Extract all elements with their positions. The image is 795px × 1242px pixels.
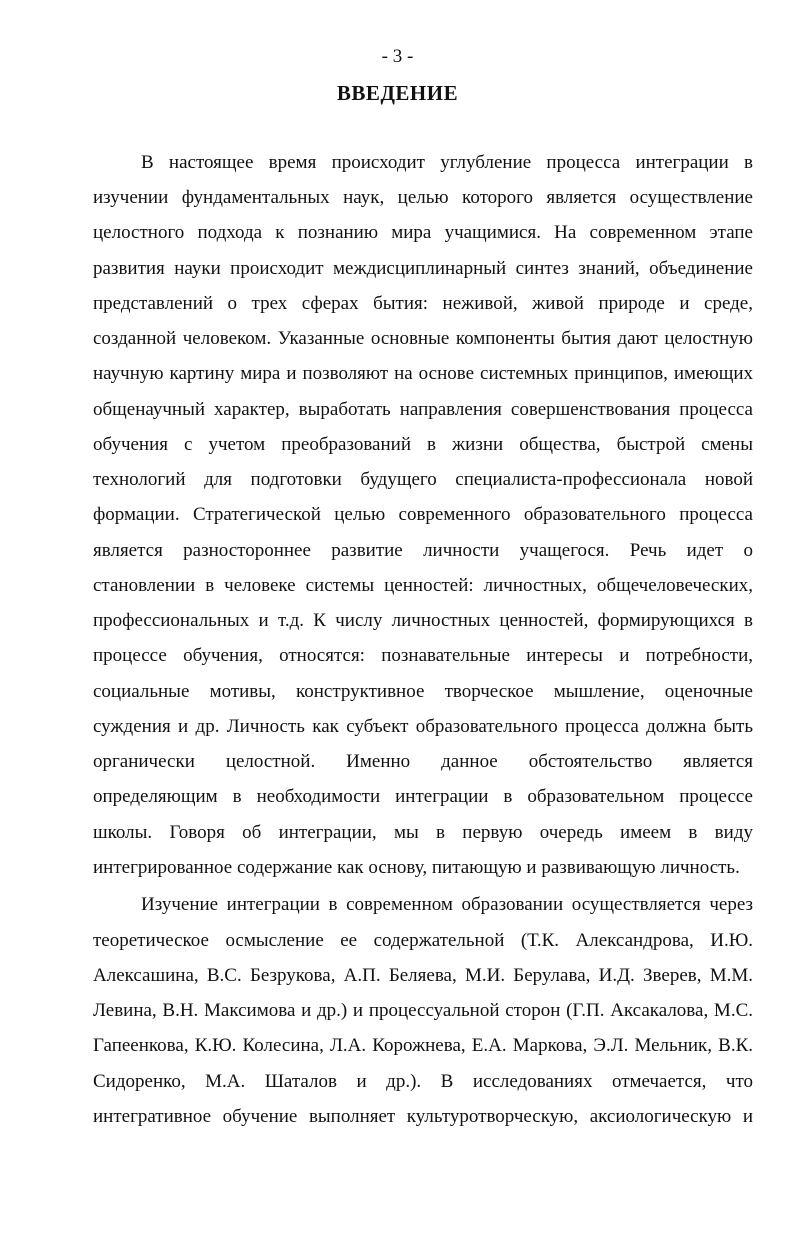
paragraph-1-line-14: профессиональных и т.д. К числу личностных ценностей, формирующихся в	[93, 610, 753, 631]
paragraph-1-line-8: общенаучный характер, выработать направления совершенствования процесса	[93, 399, 753, 420]
paragraph-1-line-12: является разностороннее развитие личности учащегося. Речь идет о	[93, 540, 753, 561]
paragraph-1-line-6: созданной человеком. Указанные основные компоненты бытия дают целостную	[93, 328, 753, 349]
paragraph-1-line-16: социальные мотивы, конструктивное творческое мышление, оценочные	[93, 681, 753, 702]
paragraph-1-line-20: школы. Говоря об интеграции, мы в первую очередь имеем в виду	[93, 822, 753, 843]
paragraph-2-line-3: Алексашина, В.С. Безрукова, А.П. Беляева, М.И. Берулава, И.Д. Зверев, М.М.	[93, 965, 753, 986]
page-number: - 3 -	[381, 46, 414, 67]
paragraph-2-line-7: интегративное обучение выполняет культуротворческую, аксиологическую и	[93, 1106, 753, 1127]
page-title: ВВЕДЕНИЕ	[336, 81, 459, 105]
paragraph-1-line-13: становлении в человеке системы ценностей: личностных, общечеловеческих,	[93, 575, 753, 596]
paragraph-1-line-3: целостного подхода к познанию мира учащимися. На современном этапе	[93, 222, 753, 243]
paragraph-2-line-1: Изучение интеграции в современном образовании осуществляется через	[141, 894, 753, 915]
paragraph-2-line-6: Сидоренко, М.А. Шаталов и др.). В исследованиях отмечается, что	[93, 1071, 753, 1092]
paragraph-1-line-5: представлений о трех сферах бытия: неживой, живой природе и среде,	[93, 293, 753, 314]
paragraph-1-line-18: органически целостной. Именно данное обстоятельство является	[93, 751, 753, 772]
paragraph-1-line-15: процессе обучения, относятся: познавательные интересы и потребности,	[93, 645, 753, 666]
paragraph-1-line-10: технологий для подготовки будущего специалиста-профессионала новой	[93, 469, 753, 490]
paragraph-2-line-4: Левина, В.Н. Максимова и др.) и процессуальной сторон (Г.П. Аксакалова, М.С.	[93, 1000, 753, 1021]
paragraph-1-line-9: обучения с учетом преобразований в жизни общества, быстрой смены	[93, 434, 753, 455]
paragraph-1-line-21: интегрированное содержание как основу, питающую и развивающую личность.	[93, 857, 740, 878]
paragraph-1-line-2: изучении фундаментальных наук, целью которого является осуществление	[93, 187, 753, 208]
paragraph-1-line-17: суждения и др. Личность как субъект образовательного процесса должна быть	[93, 716, 753, 737]
paragraph-2-line-2: теоретическое осмысление ее содержательной (Т.К. Александрова, И.Ю.	[93, 930, 753, 951]
paragraph-1-line-11: формации. Стратегической целью современного образовательного процесса	[93, 504, 753, 525]
paragraph-1-line-1: В настоящее время происходит углубление процесса интеграции в	[141, 152, 753, 173]
paragraph-1-line-19: определяющим в необходимости интеграции в образовательном процессе	[93, 786, 753, 807]
paragraph-1-line-7: научную картину мира и позволяют на основе системных принципов, имеющих	[93, 363, 753, 384]
paragraph-1-line-4: развития науки происходит междисциплинарный синтез знаний, объединение	[93, 258, 753, 279]
paragraph-2-line-5: Гапеенкова, К.Ю. Колесина, Л.А. Корожнева, Е.А. Маркова, Э.Л. Мельник, В.К.	[93, 1035, 753, 1056]
